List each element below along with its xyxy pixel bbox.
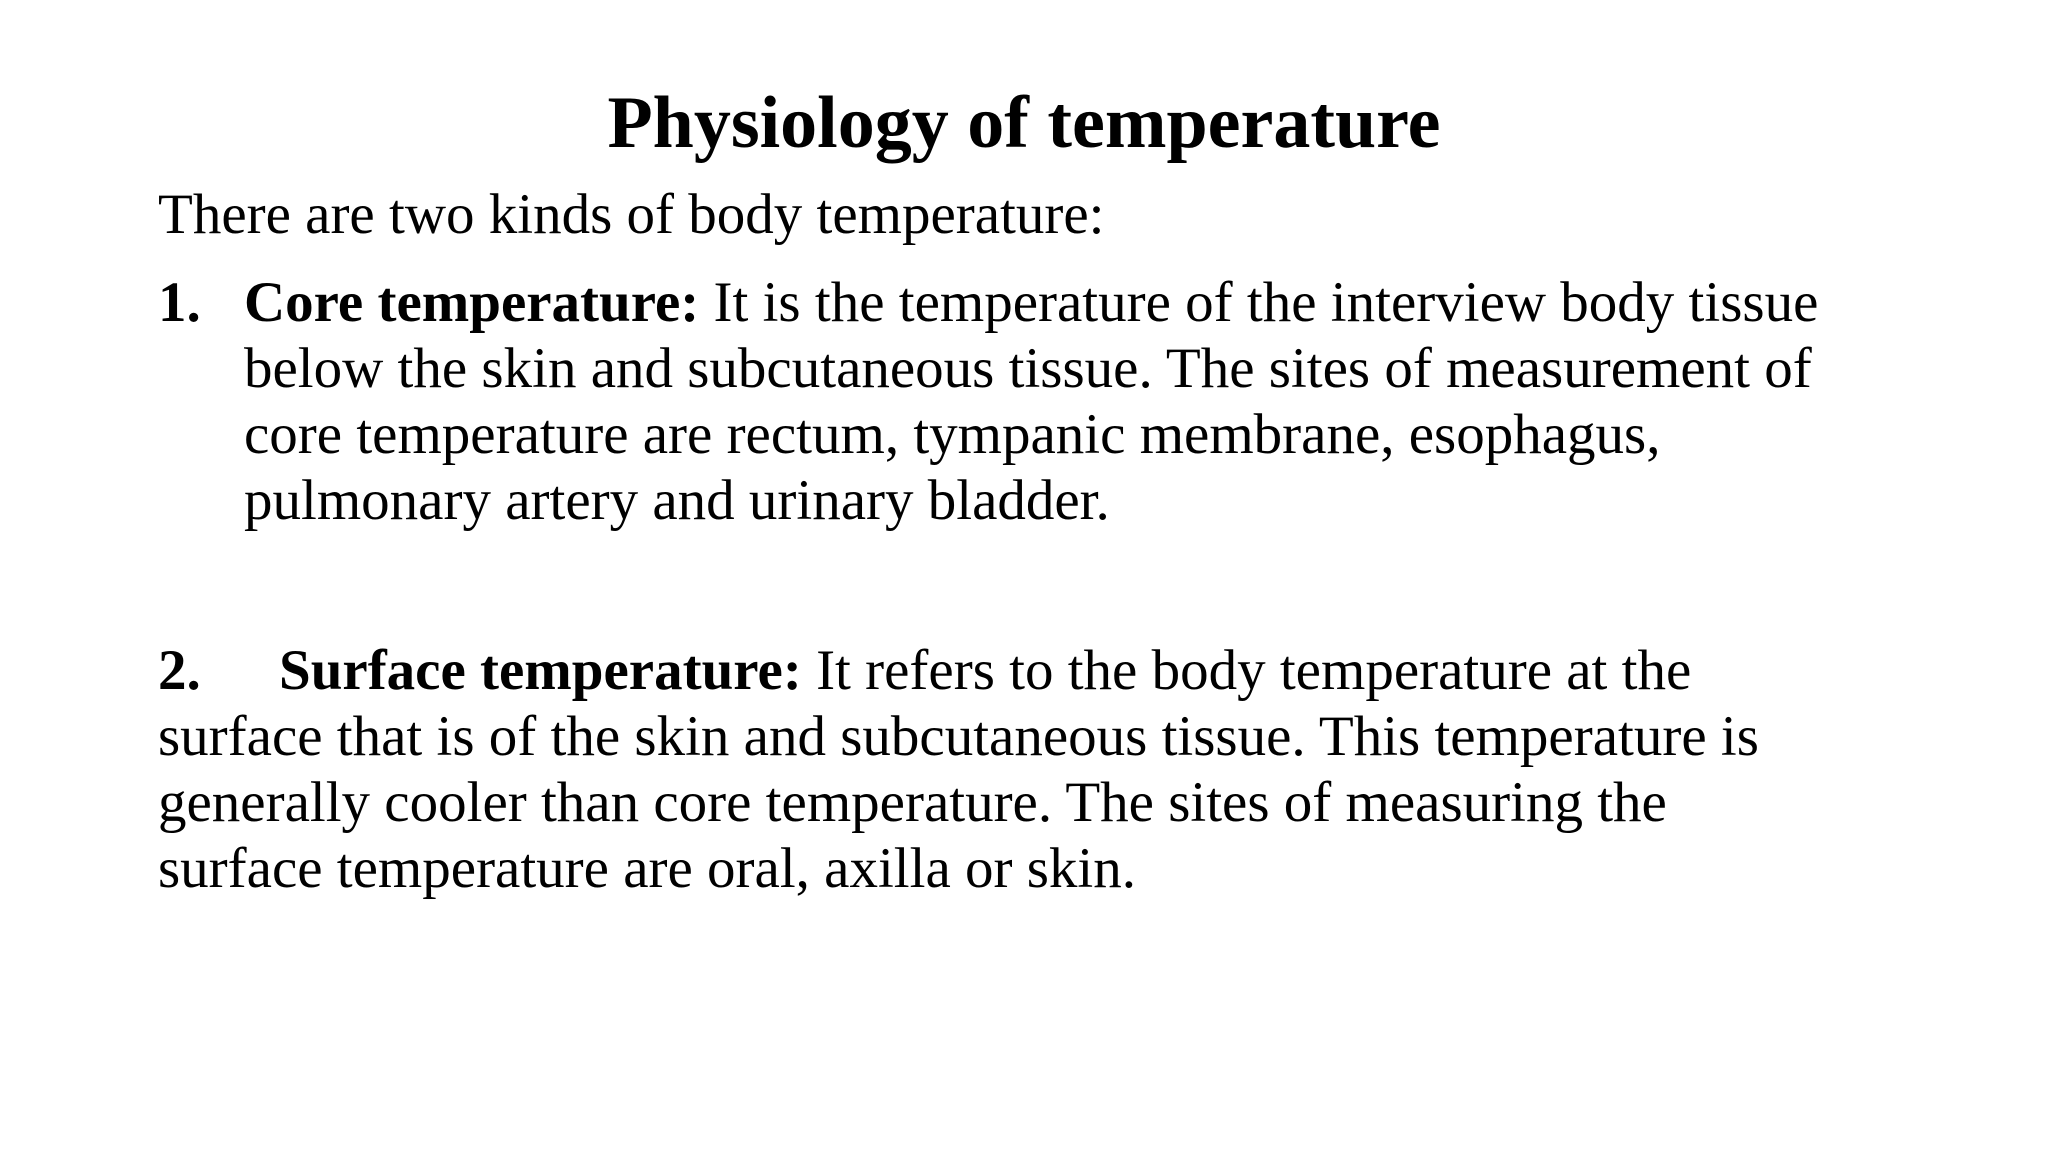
item-heading: Core temperature:: [244, 271, 700, 334]
item-text: surface temperature are oral, axilla or skin.: [158, 837, 1137, 900]
item-text: below the skin and subcutaneous tissue. The sites of measurement of: [244, 337, 1812, 400]
item-text: It refers to the body temperature at the: [801, 639, 1692, 702]
item-text: pulmonary artery and urinary bladder.: [244, 469, 1110, 532]
list-line: [158, 638, 1918, 704]
list-number: 1.: [158, 271, 201, 334]
intro-text: There are two kinds of body temperature:: [158, 183, 1105, 246]
item-heading: Surface temperature:: [279, 639, 802, 702]
item-text: core temperature are rectum, tympanic membrane, esophagus,: [244, 403, 1661, 466]
list-line: [244, 270, 1918, 336]
item-text: It is the temperature of the interview body tissue: [699, 271, 1819, 334]
item-text: surface that is of the skin and subcutaneous tissue. This temperature is: [158, 705, 1759, 768]
item-text: generally cooler than core temperature. The sites of measuring the: [158, 771, 1667, 834]
list-item-body: [244, 270, 1918, 534]
list-item-core-temperature: [158, 270, 1918, 534]
list-item-surface-temperature: [158, 638, 1918, 902]
list-number: 2.: [158, 639, 201, 702]
slide-title: Physiology of temperature: [607, 82, 1441, 164]
